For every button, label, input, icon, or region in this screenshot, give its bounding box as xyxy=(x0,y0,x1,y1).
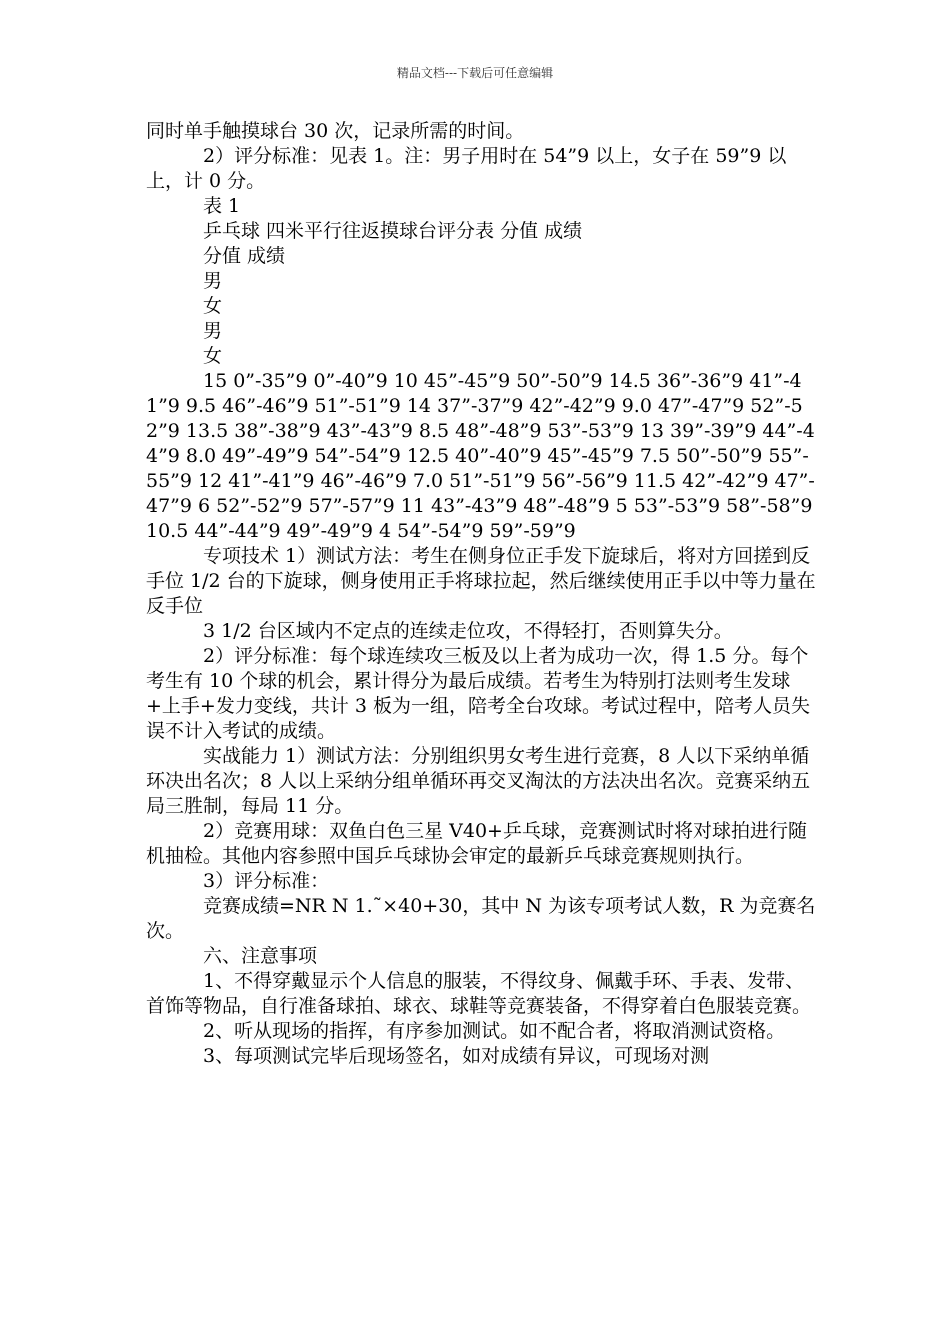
section-heading: 六、注意事项 xyxy=(203,945,318,967)
practical-ability-paragraph: 实战能力 1）测试方法：分别组织男女考生进行竞赛，8 人以下采纳单循环决出名次；8 人以上采纳分组单循环再交叉淘汰的方法决出名次。竞赛采纳五局三胜制，每局 11 分。 xyxy=(146,745,811,817)
document-body xyxy=(146,119,819,1069)
table-data-block: 15 0”-35”9 0”-40”9 10 45”-45”9 50”-50”9 14.5 36”-36”9 41”-41”9 9.5 46”-46”9 51”-51”9 14 37”-37”9 42”-42”9 9.0 47”-47”9 52”-52”9 13.5 38”-38”9 43”-43”9 8.5 48”-48”9 53”-53”9 13 39”-39”9 44”-44”9 8.0 49”-49”9 54”-54”9 12.5 40”-40”9 45”-45”9 7.5 50”-50”9 55”-55”9 12 41”-41”9 46”-46”9 7.0 51”-51”9 56”-56”9 11.5 42”-42”9 47”-47”9 6 52”-52”9 57”-57”9 11 43”-43”9 48”-48”9 5 53”-53”9 58”-58”9 10.5 44”-44”9 49”-49”9 4 54”-54”9 59”-59”9 xyxy=(146,370,819,542)
table-header-male: 男 xyxy=(203,320,223,342)
table-title: 乒乓球 四米平行往返摸球台评分表 分值 成绩 xyxy=(203,220,583,242)
scoring-standard-heading: 3）评分标准： xyxy=(203,870,330,892)
scoring-standard-paragraph: 2）评分标准：每个球连续攻三板及以上者为成功一次，得 1.5 分。每个考生有 10 个球的机会，累计得分为最后成绩。若考生为特别打法则考生发球+上手+发力变线，共计 3 板为一组，陪考全台攻球。考试过程中，陪考人员失误不计入考试的成绩。 xyxy=(146,645,811,742)
table-header-score: 分值 成绩 xyxy=(203,245,286,267)
table-header-female: 女 xyxy=(203,345,223,367)
special-technique-paragraph: 专项技术 1）测试方法：考生在侧身位正手发下旋球后，将对方回搓到反手位 1/2 台的下旋球，侧身使用正手将球拉起，然后继续使用正手以中等力量在反手位 xyxy=(146,545,816,617)
formula-paragraph: 竞赛成绩=NR N 1.˜×40+30，其中 N 为该专项考试人数，R 为竞赛名次。 xyxy=(146,895,816,942)
scoring-standard-paragraph: 2）评分标准：见表 1。注：男子用时在 54”9 以上，女子在 59”9 以上，计 0 分。 xyxy=(146,145,787,192)
page-header: 精品文档---下载后可任意编辑 xyxy=(396,66,554,80)
notice-item: 3、每项测试完毕后现场签名，如对成绩有异议，可现场对测 xyxy=(203,1045,710,1067)
paragraph-line: 同时单手触摸球台 30 次，记录所需的时间。 xyxy=(146,120,525,142)
paragraph-line: 3 1/2 台区域内不定点的连续走位攻，不得轻打，否则算失分。 xyxy=(203,620,733,642)
table-header-female: 女 xyxy=(203,295,223,317)
table-header-male: 男 xyxy=(203,270,223,292)
notice-item: 2、听从现场的指挥，有序参加测试。如不配合者，将取消测试资格。 xyxy=(203,1020,786,1042)
competition-ball-paragraph: 2）竞赛用球：双鱼白色三星 V40+乒乓球，竞赛测试时将对球拍进行随机抽检。其他内容参照中国乒乓球协会审定的最新乒乓球竞赛规则执行。 xyxy=(146,820,807,867)
notice-item: 1、不得穿戴显示个人信息的服装，不得纹身、佩戴手环、手表、发带、首饰等物品，自行准备球拍、球衣、球鞋等竞赛装备，不得穿着白色服装竞赛。 xyxy=(146,970,812,1017)
table-caption: 表 1 xyxy=(203,195,241,217)
